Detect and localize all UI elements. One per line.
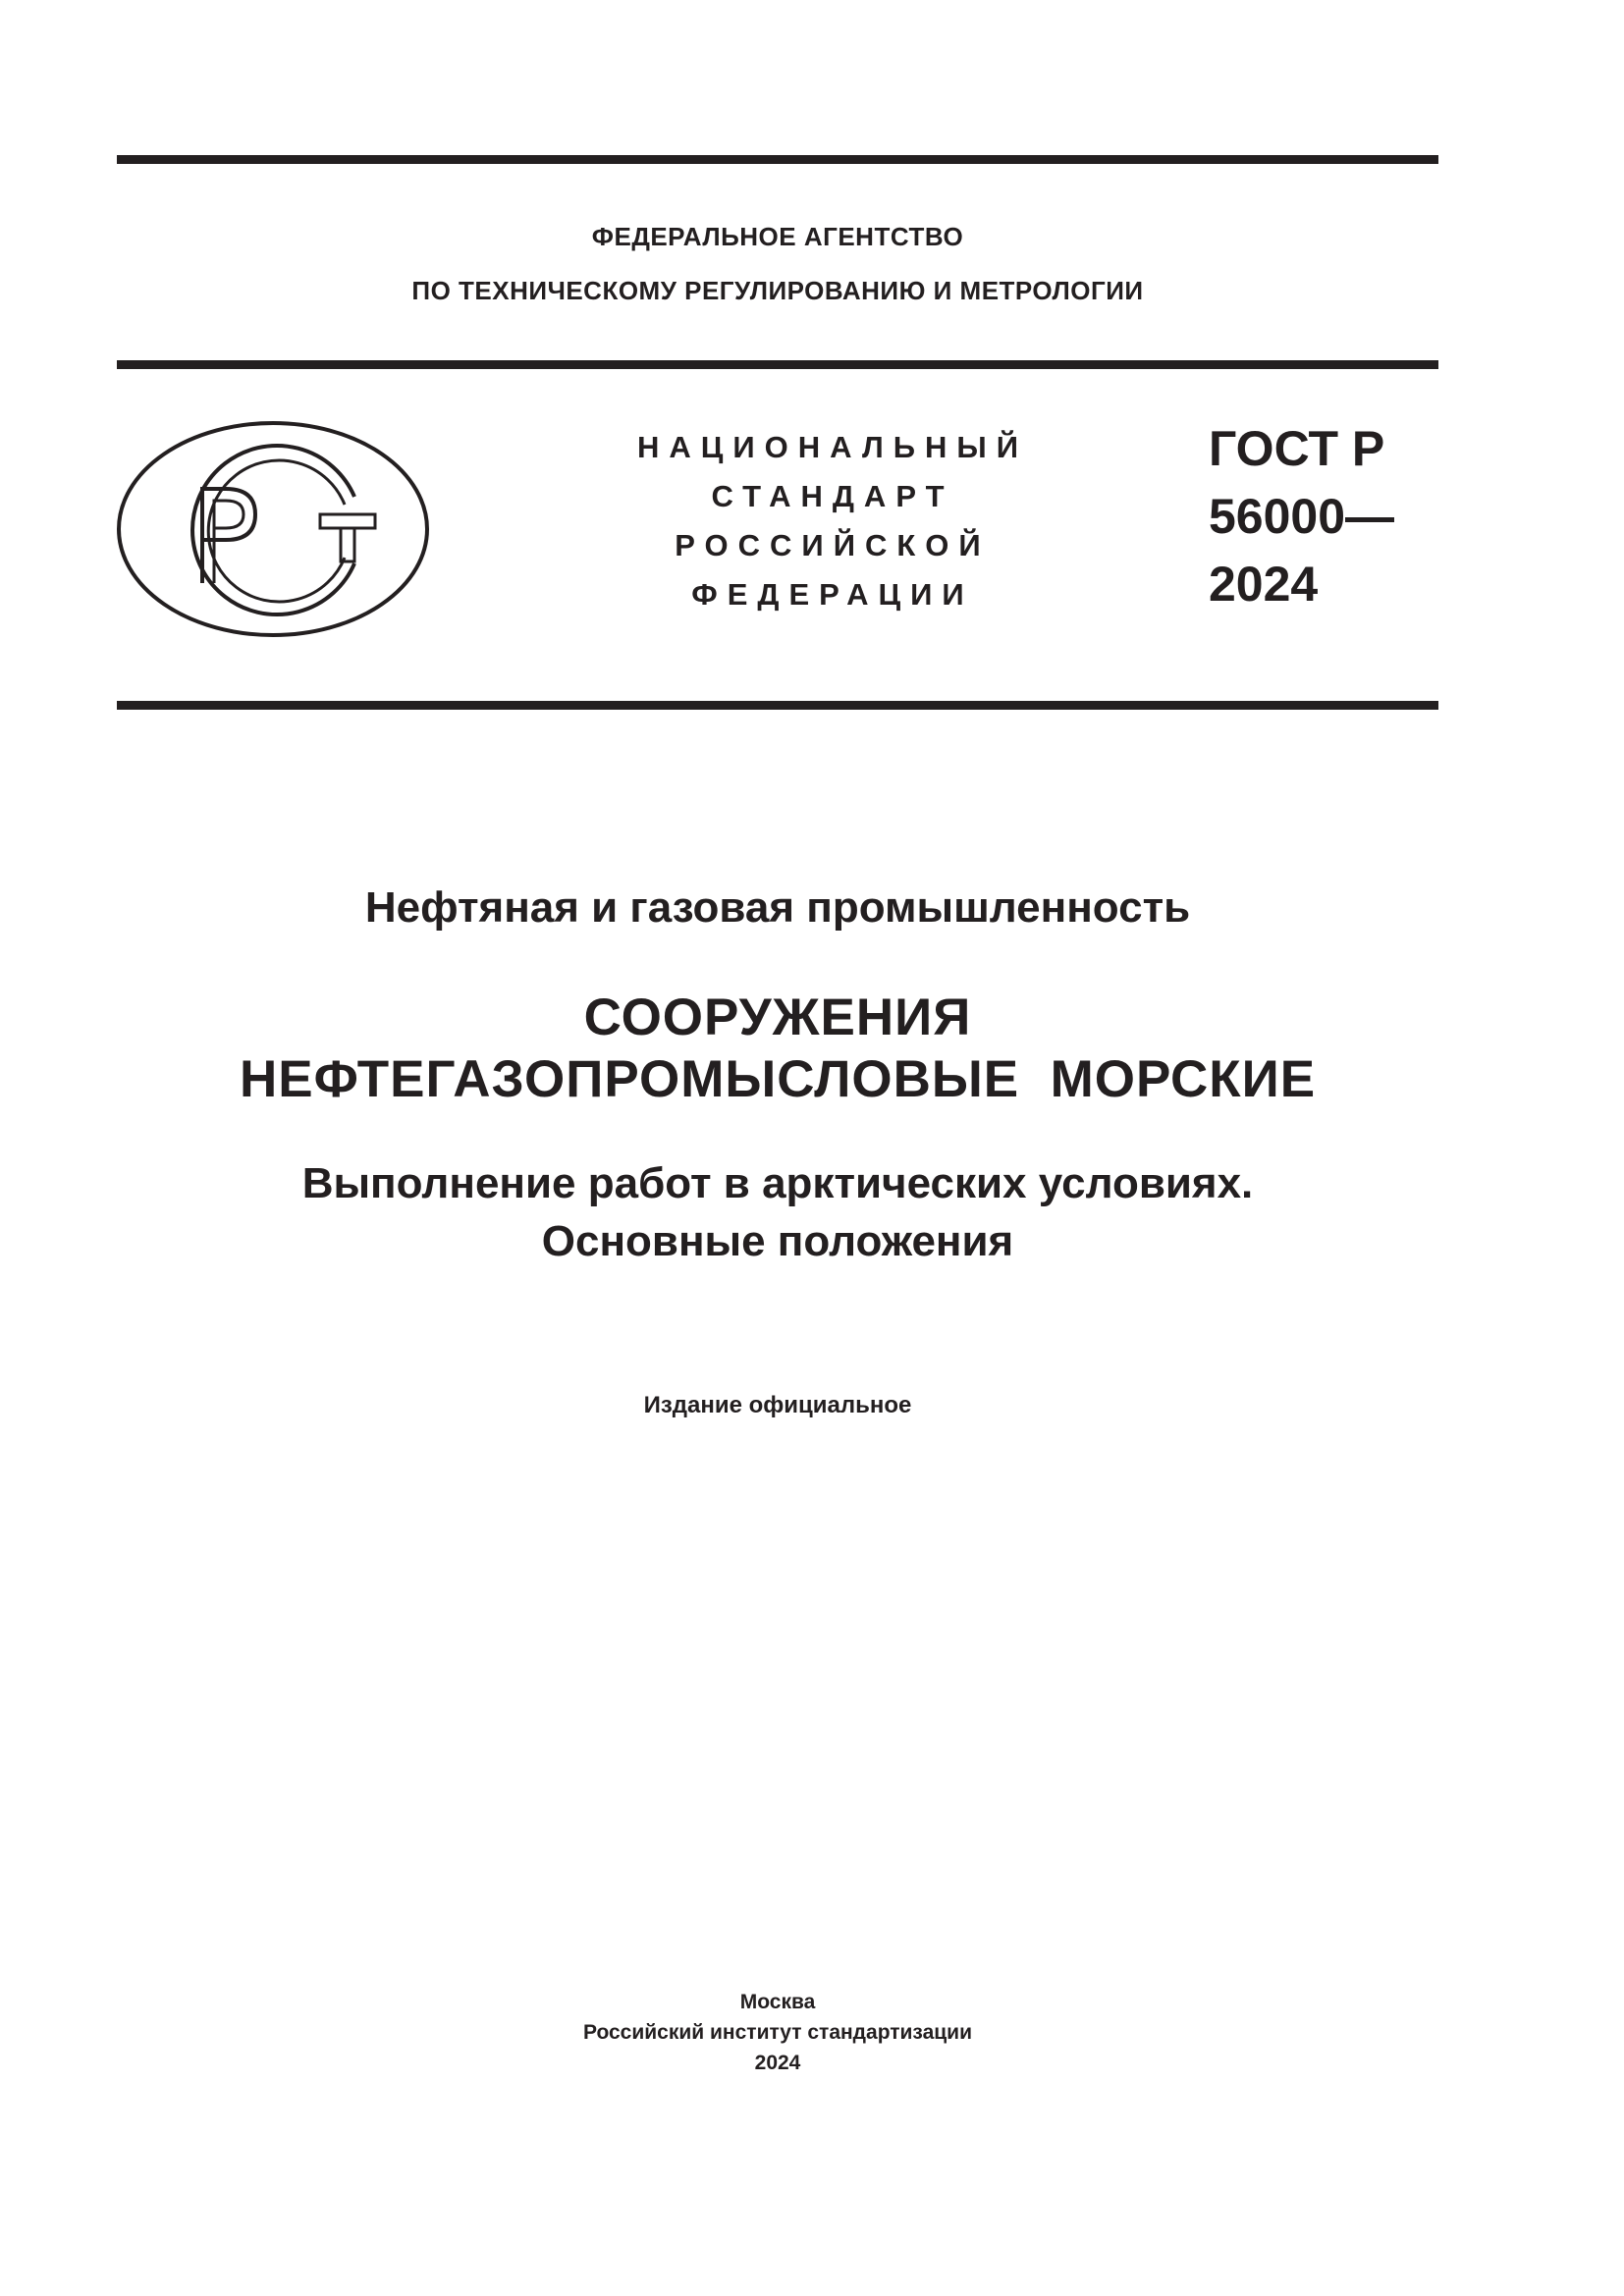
top-rule bbox=[117, 155, 1438, 164]
standard-designation bbox=[1209, 415, 1394, 618]
designation-line3: 2024 bbox=[1209, 557, 1319, 612]
main-title bbox=[117, 987, 1438, 1110]
part-title-line1: Выполнение работ в арктических условиях. bbox=[301, 1159, 1254, 1207]
rst-logo-icon bbox=[116, 420, 430, 638]
national-standard-line4: ФЕДЕРАЦИИ bbox=[691, 577, 974, 612]
national-standard-line3: РОССИЙСКОЙ bbox=[675, 528, 991, 562]
designation-line2: 56000— bbox=[1209, 489, 1395, 544]
part-title bbox=[117, 1154, 1438, 1270]
header-rule bbox=[117, 360, 1438, 369]
agency-name-line1: ФЕДЕРАЛЬНОЕ АГЕНТСТВО bbox=[591, 222, 964, 251]
main-title-line2: НЕФТЕГАЗОПРОМЫСЛОВЫЕ МОРСКИЕ bbox=[239, 1050, 1317, 1108]
agency-name-line2: ПО ТЕХНИЧЕСКОМУ РЕГУЛИРОВАНИЮ И МЕТРОЛОГИИ bbox=[411, 276, 1144, 305]
national-standard-heading bbox=[617, 423, 1049, 619]
sector-title: Нефтяная и газовая промышленность bbox=[364, 883, 1191, 932]
imprint-city: Москва bbox=[739, 1991, 816, 2013]
main-title-line1: СООРУЖЕНИЯ bbox=[583, 988, 972, 1046]
part-title-line2: Основные положения bbox=[541, 1217, 1014, 1265]
title-block-rule bbox=[117, 701, 1438, 710]
designation-line1: ГОСТ Р bbox=[1209, 421, 1385, 476]
national-standard-line2: СТАНДАРТ bbox=[711, 479, 954, 513]
imprint bbox=[117, 1987, 1438, 2078]
imprint-publisher: Российский институт стандартизации bbox=[582, 2021, 973, 2044]
national-standard-line1: НАЦИОНАЛЬНЫЙ bbox=[636, 430, 1029, 464]
edition-label: Издание официальное bbox=[643, 1392, 912, 1418]
imprint-year: 2024 bbox=[754, 2052, 801, 2074]
